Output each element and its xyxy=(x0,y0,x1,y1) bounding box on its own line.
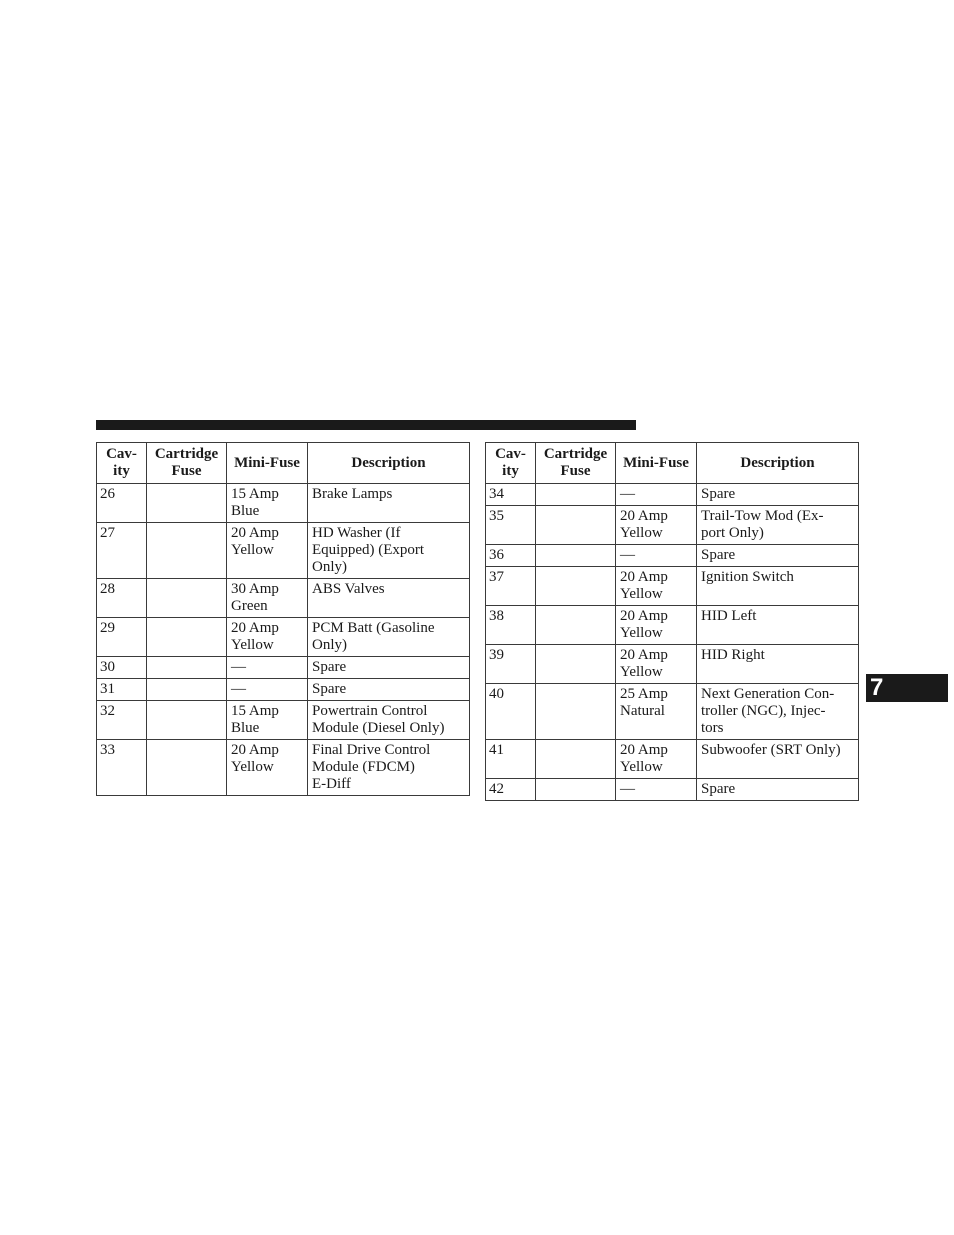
cell-description: Brake Lamps xyxy=(308,484,470,523)
cell-cartridge-fuse xyxy=(147,701,227,740)
cell-cartridge-fuse xyxy=(147,679,227,701)
fuse-table-right xyxy=(485,442,859,801)
cell-cartridge-fuse xyxy=(536,484,616,506)
table-row xyxy=(486,779,859,801)
cell-mini-fuse: 20 Amp Yellow xyxy=(227,618,308,657)
section-rule xyxy=(96,420,636,430)
cell-cavity: 26 xyxy=(97,484,147,523)
cell-cartridge-fuse xyxy=(536,506,616,545)
header-cartridge-fuse: Cartridge Fuse xyxy=(147,443,227,484)
table-row xyxy=(486,567,859,606)
cell-mini-fuse: 15 Amp Blue xyxy=(227,701,308,740)
cell-cartridge-fuse xyxy=(536,567,616,606)
header-mini-fuse: Mini-Fuse xyxy=(227,443,308,484)
table-row xyxy=(97,740,470,796)
cell-mini-fuse: 20 Amp Yellow xyxy=(616,740,697,779)
table-row xyxy=(486,606,859,645)
cell-cartridge-fuse xyxy=(147,579,227,618)
cell-description: Subwoofer (SRT Only) xyxy=(697,740,859,779)
cell-description: Ignition Switch xyxy=(697,567,859,606)
cell-mini-fuse: — xyxy=(227,657,308,679)
cell-cartridge-fuse xyxy=(147,484,227,523)
header-cavity: Cav- ity xyxy=(486,443,536,484)
cell-cartridge-fuse xyxy=(536,740,616,779)
cell-mini-fuse: 20 Amp Yellow xyxy=(616,506,697,545)
cell-cavity: 34 xyxy=(486,484,536,506)
cell-cavity: 27 xyxy=(97,523,147,579)
cell-description: HID Left xyxy=(697,606,859,645)
cell-description: Spare xyxy=(308,657,470,679)
fuse-table-left-body xyxy=(97,484,470,796)
cell-cavity: 35 xyxy=(486,506,536,545)
cell-cavity: 38 xyxy=(486,606,536,645)
cell-cartridge-fuse xyxy=(147,523,227,579)
cell-cartridge-fuse xyxy=(147,618,227,657)
cell-mini-fuse: — xyxy=(616,545,697,567)
table-row xyxy=(97,523,470,579)
cell-mini-fuse: 30 Amp Green xyxy=(227,579,308,618)
cell-cavity: 29 xyxy=(97,618,147,657)
header-cartridge-fuse: Cartridge Fuse xyxy=(536,443,616,484)
cell-cavity: 32 xyxy=(97,701,147,740)
table-row xyxy=(97,579,470,618)
cell-cavity: 41 xyxy=(486,740,536,779)
cell-description: Trail-Tow Mod (Ex- port Only) xyxy=(697,506,859,545)
cell-description: Spare xyxy=(697,484,859,506)
table-row xyxy=(97,657,470,679)
cell-mini-fuse: 20 Amp Yellow xyxy=(227,740,308,796)
header-cavity: Cav- ity xyxy=(97,443,147,484)
cell-description: HID Right xyxy=(697,645,859,684)
cell-cavity: 42 xyxy=(486,779,536,801)
table-row xyxy=(486,740,859,779)
table-row xyxy=(486,545,859,567)
table-row xyxy=(486,645,859,684)
table-row xyxy=(486,684,859,740)
cell-cavity: 39 xyxy=(486,645,536,684)
cell-cartridge-fuse xyxy=(536,779,616,801)
cell-cartridge-fuse xyxy=(536,684,616,740)
fuse-table-right-body xyxy=(486,484,859,801)
cell-description: ABS Valves xyxy=(308,579,470,618)
cell-description: Spare xyxy=(697,779,859,801)
fuse-table-left xyxy=(96,442,470,796)
table-header-row xyxy=(97,443,470,484)
cell-mini-fuse: 20 Amp Yellow xyxy=(227,523,308,579)
cell-cavity: 33 xyxy=(97,740,147,796)
header-description: Description xyxy=(308,443,470,484)
table-row xyxy=(97,484,470,523)
cell-cavity: 31 xyxy=(97,679,147,701)
cell-cartridge-fuse xyxy=(147,740,227,796)
header-mini-fuse: Mini-Fuse xyxy=(616,443,697,484)
cell-cartridge-fuse xyxy=(536,545,616,567)
cell-cavity: 28 xyxy=(97,579,147,618)
cell-mini-fuse: 20 Amp Yellow xyxy=(616,606,697,645)
cell-mini-fuse: — xyxy=(616,484,697,506)
table-row xyxy=(97,679,470,701)
cell-cavity: 40 xyxy=(486,684,536,740)
cell-cartridge-fuse xyxy=(147,657,227,679)
cell-mini-fuse: — xyxy=(227,679,308,701)
cell-description: HD Washer (If Equipped) (Export Only) xyxy=(308,523,470,579)
chapter-tab: 7 xyxy=(866,674,948,702)
cell-description: PCM Batt (Gasoline Only) xyxy=(308,618,470,657)
cell-cavity: 36 xyxy=(486,545,536,567)
table-row xyxy=(486,506,859,545)
cell-mini-fuse: 20 Amp Yellow xyxy=(616,645,697,684)
cell-cartridge-fuse xyxy=(536,606,616,645)
cell-mini-fuse: 15 Amp Blue xyxy=(227,484,308,523)
cell-description: Spare xyxy=(697,545,859,567)
cell-mini-fuse: 25 Amp Natural xyxy=(616,684,697,740)
table-row xyxy=(97,701,470,740)
header-description: Description xyxy=(697,443,859,484)
table-header-row xyxy=(486,443,859,484)
cell-cavity: 30 xyxy=(97,657,147,679)
cell-mini-fuse: 20 Amp Yellow xyxy=(616,567,697,606)
cell-description: Powertrain Control Module (Diesel Only) xyxy=(308,701,470,740)
cell-description: Next Generation Con- troller (NGC), Injec- tors xyxy=(697,684,859,740)
cell-mini-fuse: — xyxy=(616,779,697,801)
cell-description: Final Drive Control Module (FDCM) E-Diff xyxy=(308,740,470,796)
cell-cartridge-fuse xyxy=(536,645,616,684)
table-row xyxy=(486,484,859,506)
cell-description: Spare xyxy=(308,679,470,701)
table-row xyxy=(97,618,470,657)
cell-cavity: 37 xyxy=(486,567,536,606)
